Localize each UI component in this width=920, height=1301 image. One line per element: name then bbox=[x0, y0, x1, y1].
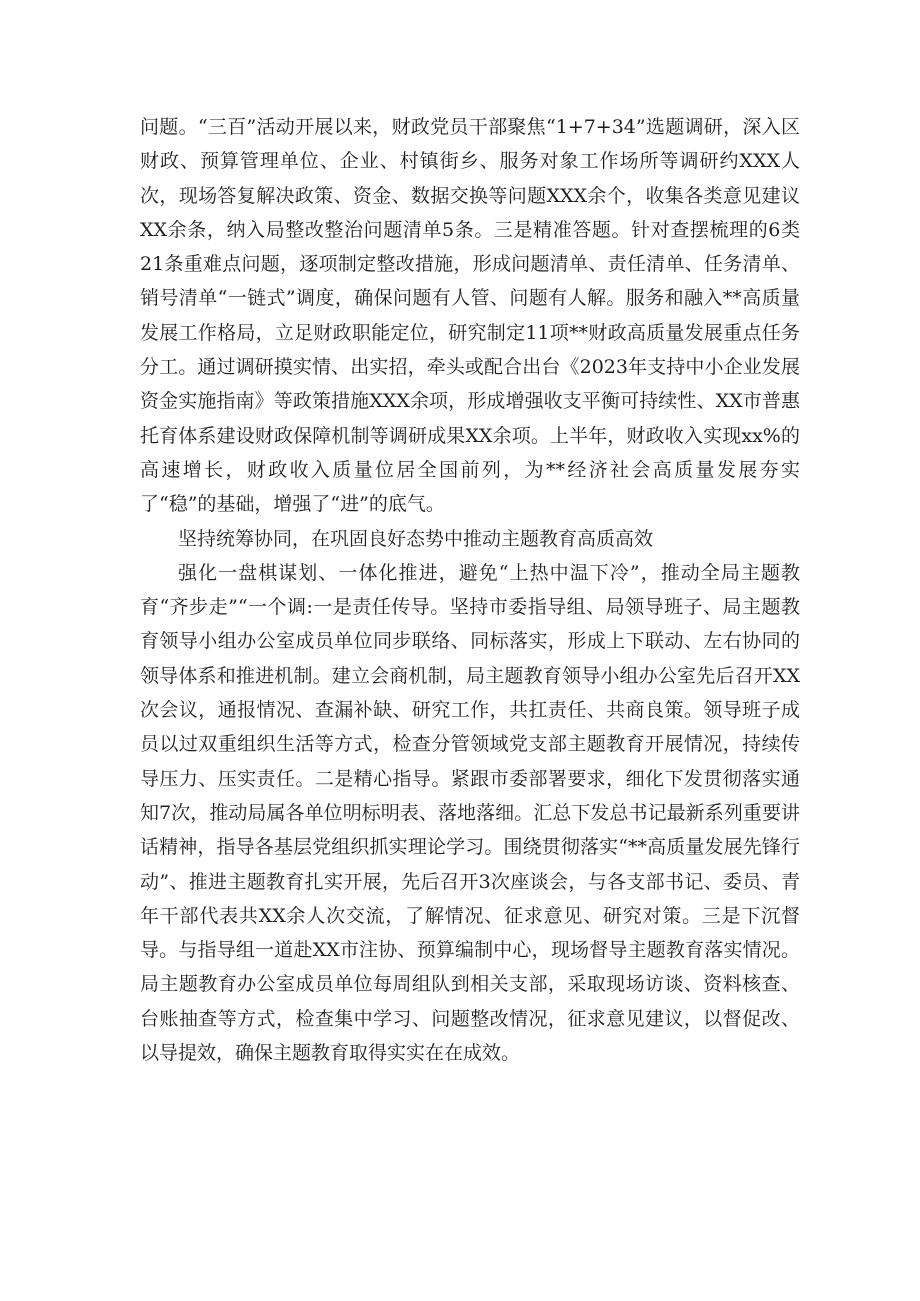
section-heading: 坚持统筹协同，在巩固良好态势中推动主题教育高质高效 bbox=[178, 527, 654, 550]
body-paragraph-1: 问题。“三百”活动开展以来，财政党员干部聚焦“1+7+34”选题调研，深入区财政、预算管理单位、企业、村镇街乡、服务对象工作场所等调研约XXX人次，现场答复解决政策、资金、数据交换等问题XXX余个，收集各类意见建议XX余条，纳入局整改整治问题清单5条。三是精准答题。针对查摆梳理的6类21条重难点问题，逐项制定整改措施，形成问题清单、责任清单、任务清单、销号清单“一链式”调度，确保问题有人管、问题有人解。服务和融入**高质量发展工作格局，立足财政职能定位，研究制定11项**财政高质量发展重点任务分工。通过调研摸实情、出实招，牵头或配合出台《2023年支持中小企业发展资金实施指南》等政策措施XXX余项，形成增强收支平衡可持续性、XX市普惠托育体系建设财政保障机制等调研成果XX余项。上半年，财政收入实现xx%的高速增长，财政收入质量位居全国前列，为**经济社会高质量发展夯实了“稳”的基础，增强了“进”的底气。 bbox=[140, 116, 800, 516]
document-body bbox=[140, 110, 800, 1070]
body-paragraph-2: 强化一盘棋谋划、一体化推进，避免“上热中温下冷”，推动全局主题教育“齐步走”“一个调:一是责任传导。坚持市委指导组、局领导班子、局主题教育领导小组办公室成员单位同步联络、同标落实，形成上下联动、左右协同的领导体系和推进机制。建立会商机制，局主题教育领导小组办公室先后召开XX次会议，通报情况、查漏补缺、研究工作，共扛责任、共商良策。领导班子成员以过双重组织生活等方式，检查分管领域党支部主题教育开展情况，持续传导压力、压实责任。二是精心指导。紧跟市委部署要求，细化下发贯彻落实通知7次，推动局属各单位明标明表、落地落细。汇总下发总书记最新系列重要讲话精神，指导各基层党组织抓实理论学习。围绕贯彻落实“**高质量发展先锋行动”、推进主题教育扎实开展，先后召开3次座谈会，与各支部书记、委员、青年干部代表共XX余人次交流，了解情况、征求意见、研究对策。三是下沉督导。与指导组一道赴XX市注协、预算编制中心，现场督导主题教育落实情况。局主题教育办公室成员单位每周组队到相关支部，采取现场访谈、资料核查、台账抽查等方式，检查集中学习、问题整改情况，征求意见建议，以督促改、以导提效，确保主题教育取得实实在在成效。 bbox=[140, 561, 800, 1065]
